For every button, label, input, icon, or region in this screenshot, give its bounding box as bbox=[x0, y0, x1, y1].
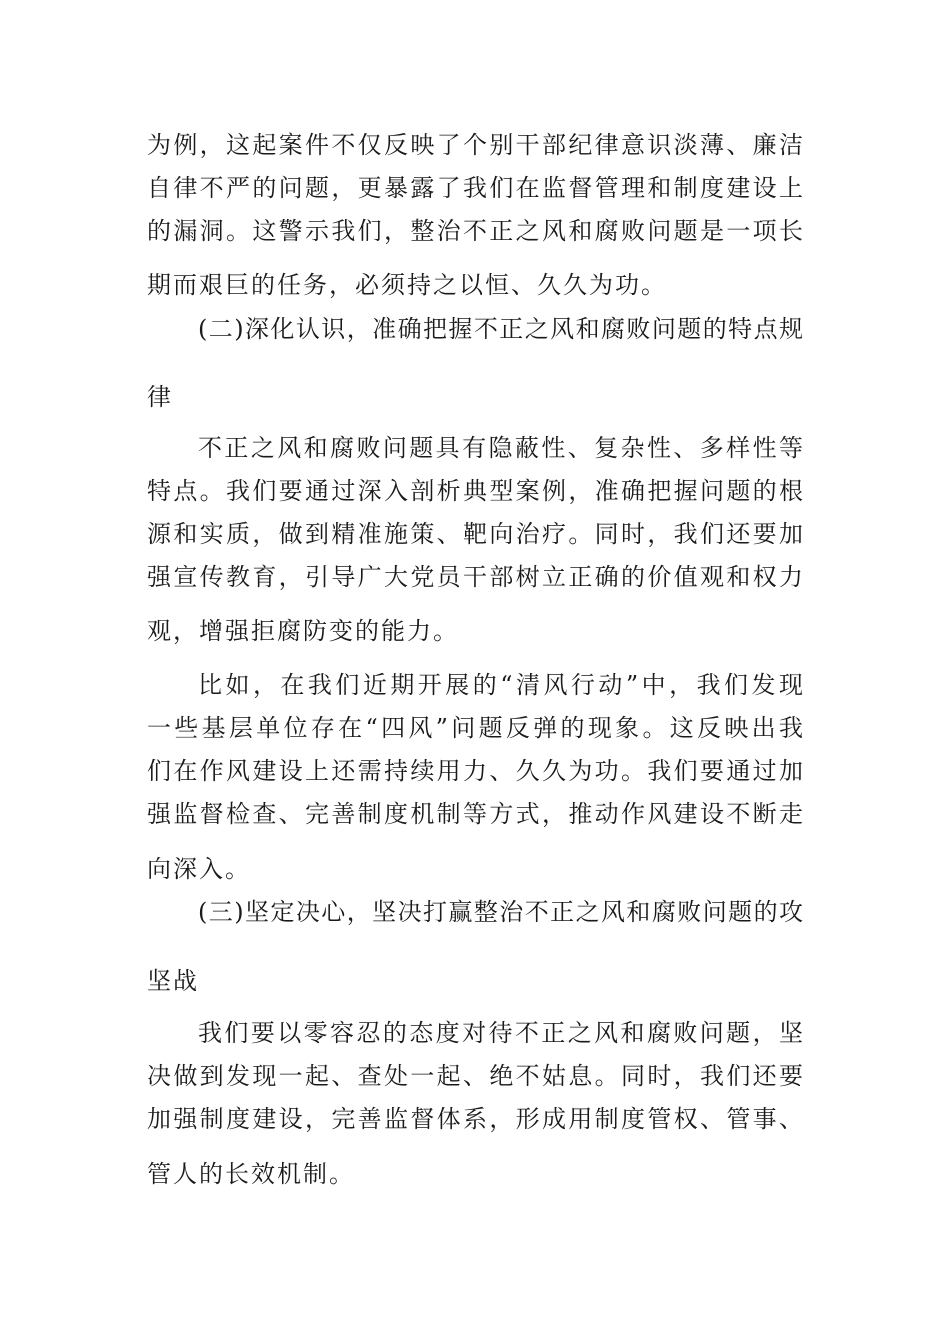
section-heading-3: (三)坚定决心，坚决打赢整治不正之风和腐败问题的攻 bbox=[198, 898, 803, 926]
body-text-line: 我们要以零容忍的态度对待不正之风和腐败问题，坚 bbox=[198, 1019, 803, 1047]
body-text-line: 观，增强拒腐防变的能力。 bbox=[147, 617, 459, 645]
body-text-line: 加强制度建设，完善监督体系，形成用制度管权、管事、 bbox=[147, 1105, 803, 1133]
section-heading-2: (二)深化认识，准确把握不正之风和腐败问题的特点规 bbox=[198, 315, 803, 343]
body-text-line: 为例，这起案件不仅反映了个别干部纪律意识淡薄、廉洁 bbox=[147, 131, 803, 159]
section-heading-3-cont: 坚战 bbox=[147, 967, 199, 995]
body-text-line: 们在作风建设上还需持续用力、久久为功。我们要通过加 bbox=[147, 757, 803, 785]
body-text-line: 不正之风和腐败问题具有隐蔽性、复杂性、多样性等 bbox=[198, 434, 803, 462]
body-text-line: 期而艰巨的任务，必须持之以恒、久久为功。 bbox=[147, 271, 667, 299]
body-text-line: 自律不严的问题，更暴露了我们在监督管理和制度建设上 bbox=[147, 174, 803, 202]
section-heading-2-cont: 律 bbox=[147, 383, 173, 411]
body-text-line: 一些基层单位存在“四风”问题反弹的现象。这反映出我 bbox=[147, 714, 803, 742]
body-text-line: 决做到发现一起、查处一起、绝不姑息。同时，我们还要 bbox=[147, 1062, 803, 1090]
body-text-line: 向深入。 bbox=[147, 855, 251, 883]
body-text-line: 源和实质，做到精准施策、靶向治疗。同时，我们还要加 bbox=[147, 520, 803, 548]
body-text-line: 特点。我们要通过深入剖析典型案例，准确把握问题的根 bbox=[147, 477, 803, 505]
body-text-line: 管人的长效机制。 bbox=[147, 1160, 355, 1188]
body-text-line: 强宣传教育，引导广大党员干部树立正确的价值观和权力 bbox=[147, 563, 803, 591]
body-text-line: 强监督检查、完善制度机制等方式，推动作风建设不断走 bbox=[147, 800, 803, 828]
body-text-line: 的漏洞。这警示我们，整治不正之风和腐败问题是一项长 bbox=[147, 217, 803, 245]
body-text-line: 比如，在我们近期开展的“清风行动”中，我们发现 bbox=[198, 671, 803, 699]
